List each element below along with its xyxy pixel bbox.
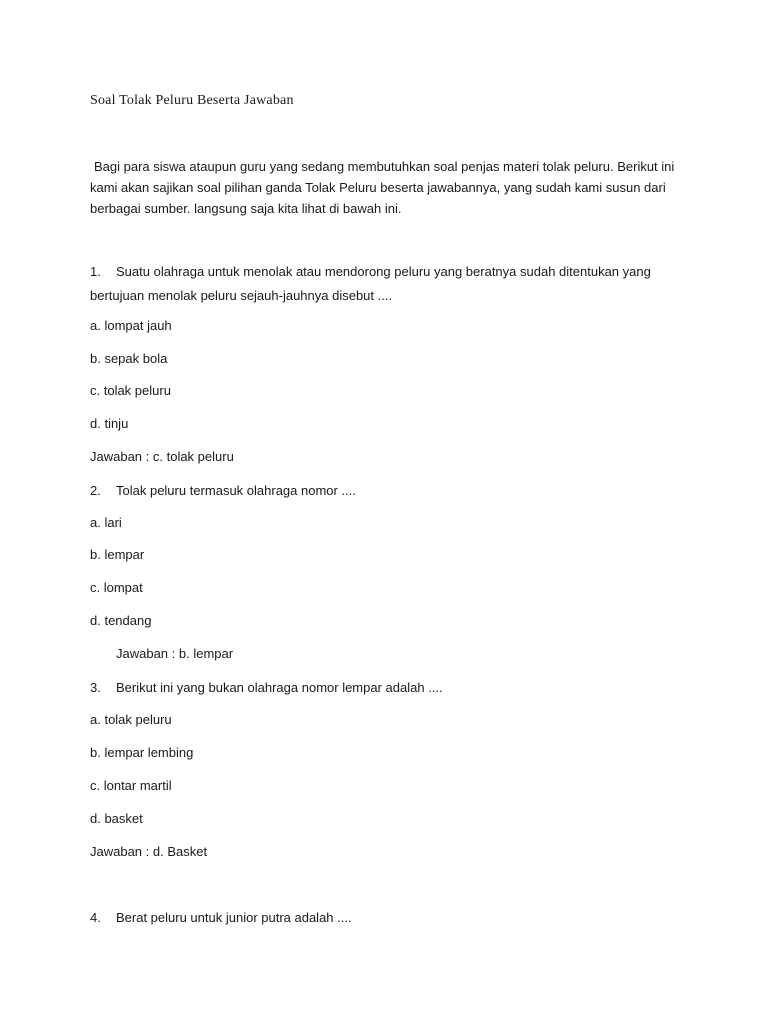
question-1-text: Suatu olahraga untuk menolak atau mendorong peluru yang beratnya sudah ditentukan yang bertujuan menolak peluru sejauh-jauhnya disebut .... (90, 264, 651, 303)
question-1-answer: Jawaban : c. tolak peluru (90, 449, 234, 464)
question-3-option-b: b. lempar lembing (90, 745, 194, 760)
question-1-option-b: b. sepak bola (90, 351, 168, 366)
intro-text: Bagi para siswa ataupun guru yang sedang membutuhkan soal penjas materi tolak peluru. Berikut ini kami akan sajikan soal pilihan ganda Tolak Peluru beserta jawabannya, yang sudah kami susun dari berbagai sumber. langsung saja kita lihat di bawah ini. (90, 159, 675, 216)
intro-paragraph (90, 156, 690, 219)
question-3-text: Berikut ini yang bukan olahraga nomor lempar adalah .... (116, 680, 443, 695)
question-1-option-a: a. lompat jauh (90, 318, 172, 333)
question-2-number: 2. (90, 483, 101, 498)
question-4-text: Berat peluru untuk junior putra adalah .... (116, 910, 352, 925)
question-3-answer: Jawaban : d. Basket (90, 844, 208, 859)
question-4-number: 4. (90, 910, 101, 925)
question-1 (90, 260, 690, 308)
question-2-option-b: b. lempar (90, 547, 145, 562)
question-1-option-d: d. tinju (90, 416, 129, 431)
question-2-option-a: a. lari (90, 515, 122, 530)
question-3 (90, 680, 443, 696)
question-2-answer: Jawaban : b. lempar (116, 646, 234, 661)
question-2-option-c: c. lompat (90, 580, 143, 595)
question-3-option-d: d. basket (90, 811, 143, 826)
question-3-option-a: a. tolak peluru (90, 712, 172, 727)
question-1-number: 1. (90, 264, 101, 279)
question-3-number: 3. (90, 680, 101, 695)
question-2-text: Tolak peluru termasuk olahraga nomor .... (116, 483, 356, 498)
document-title: Soal Tolak Peluru Beserta Jawaban (90, 93, 294, 108)
question-2-option-d: d. tendang (90, 613, 152, 628)
question-1-option-c: c. tolak peluru (90, 383, 171, 398)
question-3-option-c: c. lontar martil (90, 778, 172, 793)
question-2 (90, 483, 356, 499)
question-4 (90, 910, 352, 926)
